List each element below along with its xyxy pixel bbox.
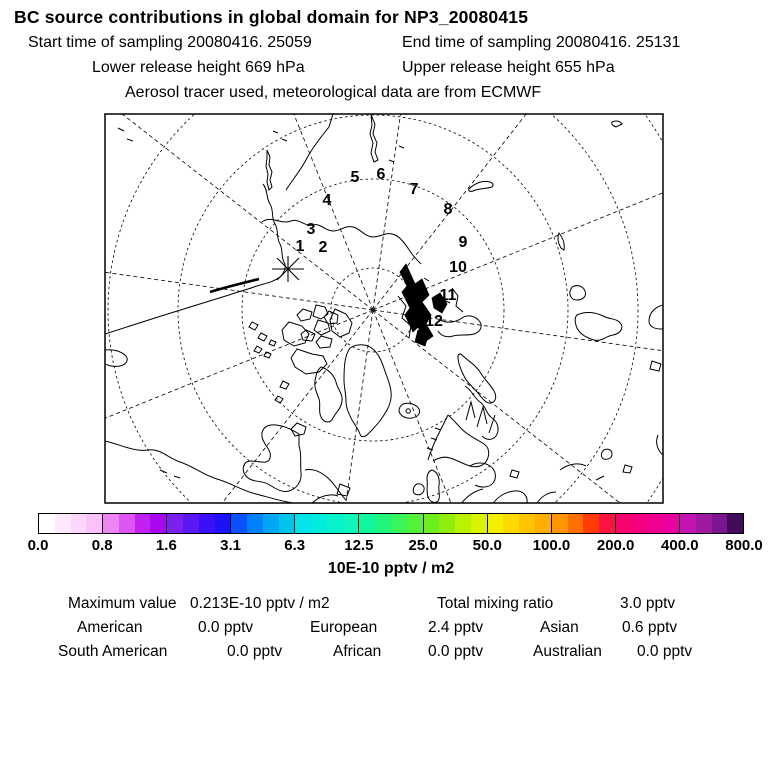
trajectory-point-5: 5 [350,169,360,186]
colorbar-cell [439,514,455,533]
colorbar-cell [680,514,696,533]
colorbar [38,513,744,534]
colorbar-tick-label: 800.0 [725,537,763,554]
colorbar-cell [535,514,551,533]
colorbar-cell [71,514,87,533]
colorbar-cell [55,514,71,533]
colorbar-segment [294,514,358,533]
stat-african-label: African [333,643,382,660]
colorbar-cell [632,514,648,533]
colorbar-cell [311,514,327,533]
colorbar-cell [488,514,504,533]
colorbar-tick-label: 0.0 [27,537,49,554]
trajectory-point-1: 1 [295,238,305,255]
colorbar-cell [616,514,632,533]
colorbar-ticks [27,537,763,555]
trajectory-point-7: 7 [409,181,419,198]
colorbar-tick-label: 0.8 [91,537,113,554]
colorbar-cell [343,514,359,533]
trajectory-point-6: 6 [376,166,386,183]
colorbar-cell [359,514,375,533]
total-mixing-ratio-label: Total mixing ratio [437,595,554,612]
colorbar-cell [247,514,263,533]
stat-african-value: 0.0 pptv [428,643,484,660]
colorbar-segment [230,514,294,533]
colorbar-tick-label: 6.3 [284,537,306,554]
stat-australian-value: 0.0 pptv [637,643,693,660]
stat-south-american-label: South American [58,643,168,660]
colorbar-cell [103,514,119,533]
colorbar-cell [583,514,599,533]
trajectory-point-12: 12 [425,313,443,330]
tracer-note-text: Aerosol tracer used, meteorological data are from ECMWF [125,84,542,101]
upper-release-text: Upper release height 655 hPa [402,59,615,76]
end-time-text: End time of sampling 20080416. 25131 [402,34,681,51]
maximum-value: 0.213E-10 pptv / m2 [190,595,330,612]
colorbar-cell [552,514,568,533]
trajectory-point-4: 4 [322,192,332,209]
colorbar-cell [263,514,279,533]
colorbar-cell [167,514,183,533]
total-mixing-ratio-value: 3.0 pptv [620,595,676,612]
colorbar-tick-label: 25.0 [408,537,438,554]
map-frame [105,114,663,503]
colorbar-segment [615,514,679,533]
colorbar-cell [712,514,728,533]
colorbar-segment [358,514,422,533]
colorbar-segment [423,514,487,533]
stat-european-label: European [310,619,378,636]
colorbar-segment [679,514,743,533]
colorbar-tick-label: 12.5 [344,537,374,554]
start-time-text: Start time of sampling 20080416. 25059 [28,34,312,51]
colorbar-cell [86,514,102,533]
trajectory-point-3: 3 [306,221,316,238]
colorbar-segment [487,514,551,533]
colorbar-cell [199,514,215,533]
colorbar-cell [727,514,743,533]
colorbar-tick-label: 3.1 [220,537,241,554]
maximum-value-label: Maximum value [68,595,177,612]
colorbar-cell [455,514,471,533]
colorbar-cell [39,514,55,533]
colorbar-tick-label: 200.0 [596,537,635,554]
stat-european-value: 2.4 pptv [428,619,484,636]
colorbar-segment [166,514,230,533]
colorbar-unit-label: 10E-10 pptv / m2 [327,560,455,577]
colorbar-cell [599,514,615,533]
colorbar-cell [647,514,663,533]
trajectory-point-2: 2 [318,239,328,256]
colorbar-cell [375,514,391,533]
stat-american-label: American [77,619,143,636]
colorbar-cell [696,514,712,533]
trajectory-point-9: 9 [458,234,468,251]
colorbar-segment [102,514,166,533]
stat-american-value: 0.0 pptv [198,619,254,636]
colorbar-tick-label: 400.0 [661,537,699,554]
stat-australian-label: Australian [533,643,602,660]
colorbar-cell [295,514,311,533]
colorbar-cell [663,514,679,533]
colorbar-cell [183,514,199,533]
trajectory-point-8: 8 [443,201,453,218]
colorbar-segment [551,514,615,533]
trajectory-point-11: 11 [439,287,457,304]
colorbar-cell [471,514,487,533]
colorbar-cell [231,514,247,533]
colorbar-cell [503,514,519,533]
colorbar-cell [119,514,135,533]
stat-asian-value: 0.6 pptv [622,619,678,636]
colorbar-cell [424,514,440,533]
lower-release-text: Lower release height 669 hPa [92,59,305,76]
colorbar-tick-label: 50.0 [472,537,502,554]
colorbar-cell [215,514,231,533]
colorbar-cell [568,514,584,533]
colorbar-segment [39,514,102,533]
stat-south-american-value: 0.0 pptv [227,643,283,660]
colorbar-cell [391,514,407,533]
trajectory-point-10: 10 [449,259,467,276]
colorbar-cell [279,514,295,533]
colorbar-cell [519,514,535,533]
colorbar-cell [407,514,423,533]
colorbar-cell [135,514,151,533]
colorbar-cell [327,514,343,533]
colorbar-tick-label: 100.0 [532,537,571,554]
colorbar-tick-label: 1.6 [155,537,177,554]
plot-title: BC source contributions in global domain for NP3_20080415 [14,7,529,27]
stat-asian-label: Asian [540,619,579,636]
colorbar-cell [150,514,166,533]
